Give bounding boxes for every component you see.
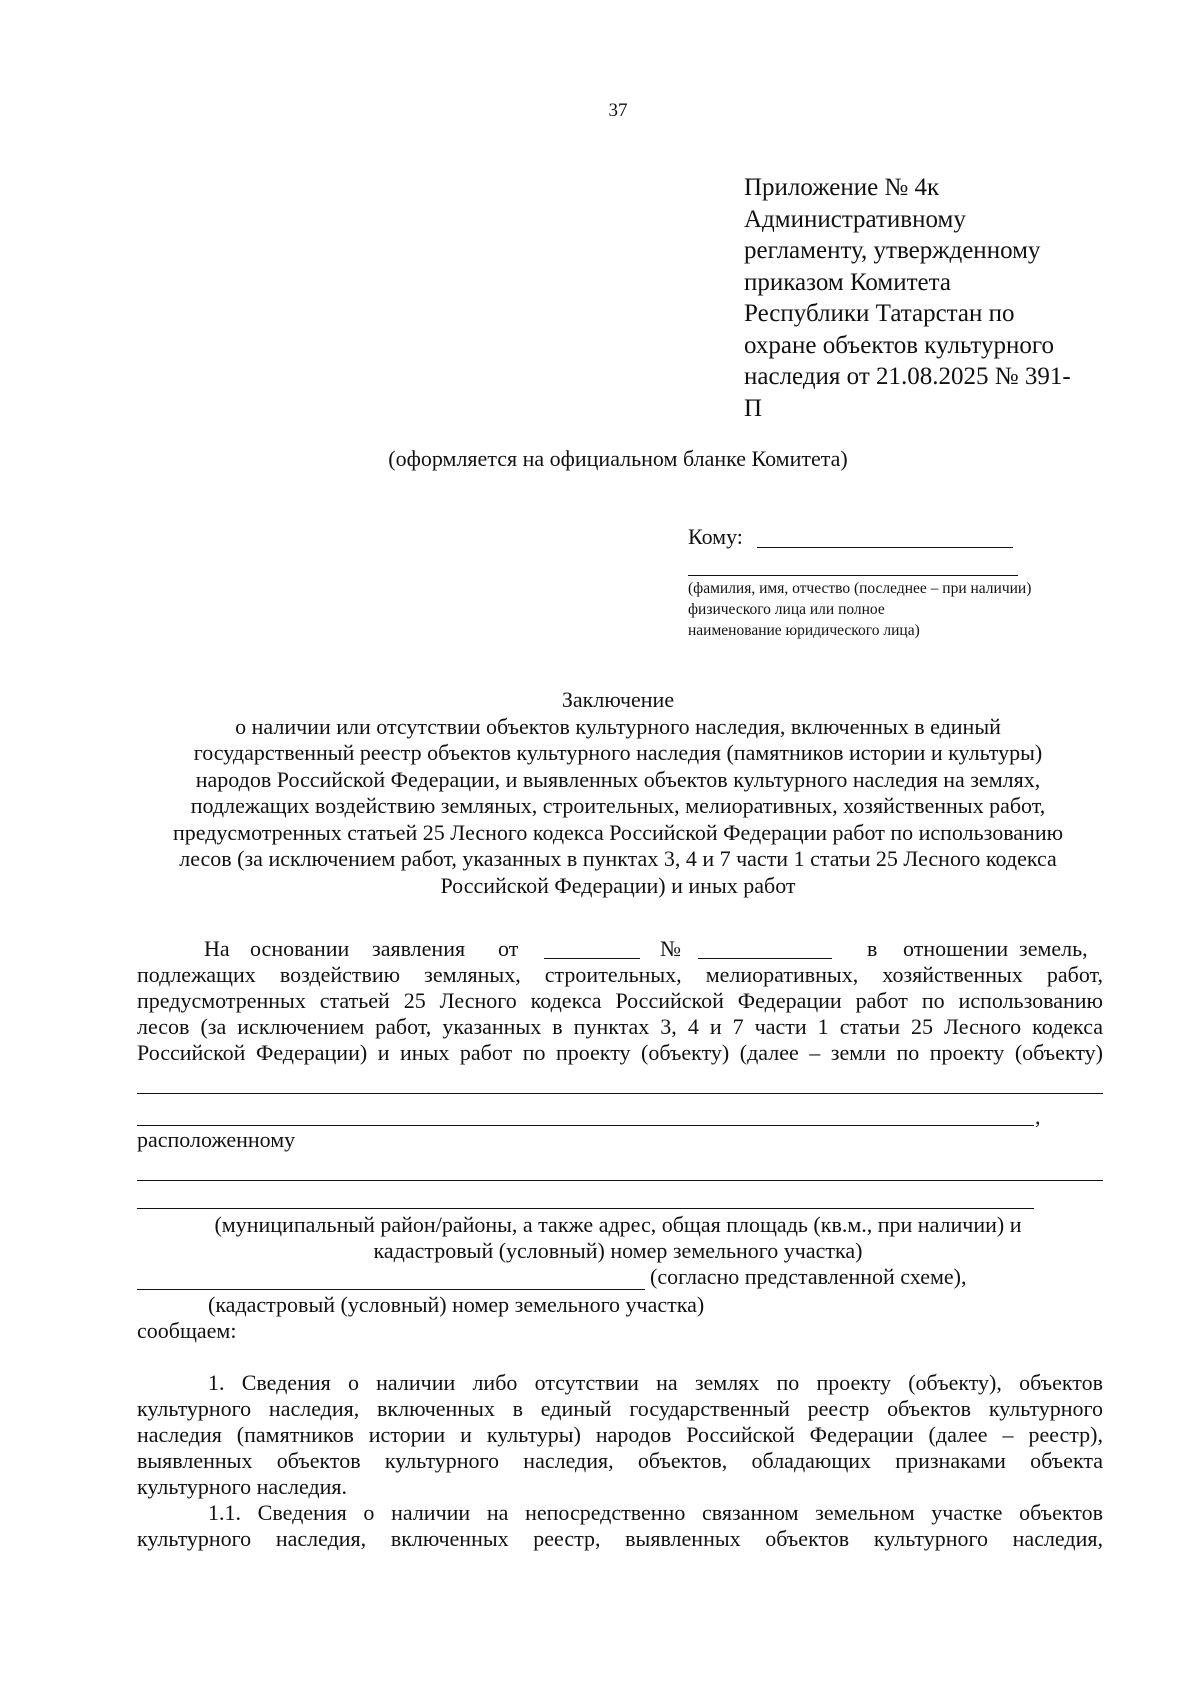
project-comma: ,: [1035, 1104, 1041, 1129]
basis-word-1: На: [204, 936, 230, 961]
conclusion-subtitle-line-6: лесов (за исключением работ, указанных в пунктах 3, 4 и 7 части 1 статьи 25 Лесного кодекса: [179, 846, 1057, 871]
appendix-line-5: Республики Татарстан по: [744, 300, 1015, 327]
section1-line-4: выявленных объектов культурного наследия, объектов, обладающих признаками объекта: [137, 1448, 1103, 1473]
appendix-line-8: П: [744, 394, 763, 422]
appendix-line-7: наследия от 21.08.2025 № 391-: [744, 363, 1071, 390]
conclusion-subtitle: [0, 714, 1200, 900]
recipient-line-2: [688, 575, 1018, 576]
number-sign: №: [660, 936, 681, 961]
conclusion-subtitle-line-7: Российской Федерации) и иных работ: [440, 872, 796, 898]
appendix-line-1: Приложение № 4к: [744, 174, 940, 201]
recipient-label: Кому:: [688, 524, 743, 549]
basis-word-3: заявления: [372, 936, 466, 961]
basis-line-2: предусмотренных статьей 25 Лесного кодекса Российской Федерации работ по использованию: [137, 988, 1103, 1013]
recipient-description-line-3: наименование юридического лица): [688, 622, 920, 639]
basis-tail-1: в: [867, 936, 878, 961]
location-line-2: [137, 1208, 1034, 1209]
section1-line-5: культурного наследия.: [137, 1474, 347, 1499]
section11-line-1: 1.1. Сведения о наличии на непосредственно связанном земельном участке объектов: [208, 1500, 1103, 1525]
recipient-line: [757, 547, 1013, 548]
location-line-1: [137, 1180, 1103, 1181]
location-hint-2: кадастровый (условный) номер земельного участка): [373, 1238, 863, 1263]
conclusion-subtitle-line-2: государственный реестр объектов культурного наследия (памятников истории и культуры): [193, 740, 1043, 765]
conclusion-heading: Заключение: [561, 687, 675, 712]
section11-line-2: культурного наследия, включенных реестр, выявленных объектов культурного наследия,: [137, 1526, 1103, 1551]
appendix-line-2: Административному: [744, 205, 966, 233]
appendix-line-3: регламенту, утвержденному: [744, 237, 1041, 264]
basis-line-3: лесов (за исключением работ, указанных в пунктах 3, 4 и 7 части 1 статьи 25 Лесного кодекса: [137, 1014, 1103, 1039]
scheme-note: (согласно представленной схеме),: [650, 1264, 967, 1289]
basis-line-4: Российской Федерации) и иных работ по проекту (объекту) (далее – земли по проекту (объекту): [137, 1040, 1103, 1065]
basis-tail-2: отношении: [903, 936, 1009, 961]
basis-tail-3: земель,: [1019, 936, 1088, 961]
basis-word-2: основании: [250, 936, 350, 961]
basis-line-1: подлежащих воздействию земляных, строительных, мелиоративных, хозяйственных работ,: [137, 962, 1103, 987]
conclusion-subtitle-line-4: подлежащих воздействию земляных, строительных, мелиоративных, хозяйственных работ,: [190, 793, 1046, 818]
appendix-line-6: охране объектов культурного: [744, 331, 1055, 359]
cadastral-hint: (кадастровый (условный) номер земельного участка): [208, 1292, 705, 1317]
number-blank: [698, 940, 832, 959]
conclusion-subtitle-line-5: предусмотренных статьей 25 Лесного кодекса Российской Федерации работ по использованию: [172, 819, 1064, 845]
section1-line-3: наследия (памятников истории и культуры) народов Российской Федерации (далее – реестр),: [137, 1422, 1103, 1447]
appendix-line-4: приказом Комитета: [744, 268, 951, 296]
date-blank: [544, 940, 640, 959]
section1-line-2: культурного наследия, включенных в единый государственный реестр объектов культурного: [137, 1396, 1103, 1421]
section1-line-1: 1. Сведения о наличии либо отсутствии на землях по проекту (объекту), объектов: [208, 1370, 1103, 1395]
conclusion-title: [0, 687, 1200, 899]
form-note: (оформляется на официальном бланке Комитета): [388, 446, 848, 471]
page-number: 37: [608, 100, 628, 121]
project-line-1: [137, 1093, 1103, 1094]
basis-word-4: от: [498, 936, 519, 961]
recipient-description-line-1: (фамилия, имя, отчество (последнее – при наличии): [688, 580, 1032, 597]
report-label: сообщаем:: [137, 1318, 237, 1343]
recipient-description: [688, 578, 1031, 641]
location-hint-1: (муниципальный район/районы, а также адрес, общая площадь (кв.м., при наличии) и: [214, 1212, 1022, 1237]
conclusion-subtitle-line-3: народов Российской Федерации, и выявленных объектов культурного наследия на землях,: [195, 766, 1041, 792]
scheme-line: [137, 1289, 645, 1290]
located-label: расположенному: [137, 1127, 296, 1152]
conclusion-subtitle-line-1: о наличии или отсутствии объектов культурного наследия, включенных в единый: [235, 713, 1001, 739]
recipient-description-line-2: физического лица или полное: [688, 601, 885, 618]
appendix-block: [744, 172, 1071, 424]
project-line-2: [137, 1125, 1034, 1126]
